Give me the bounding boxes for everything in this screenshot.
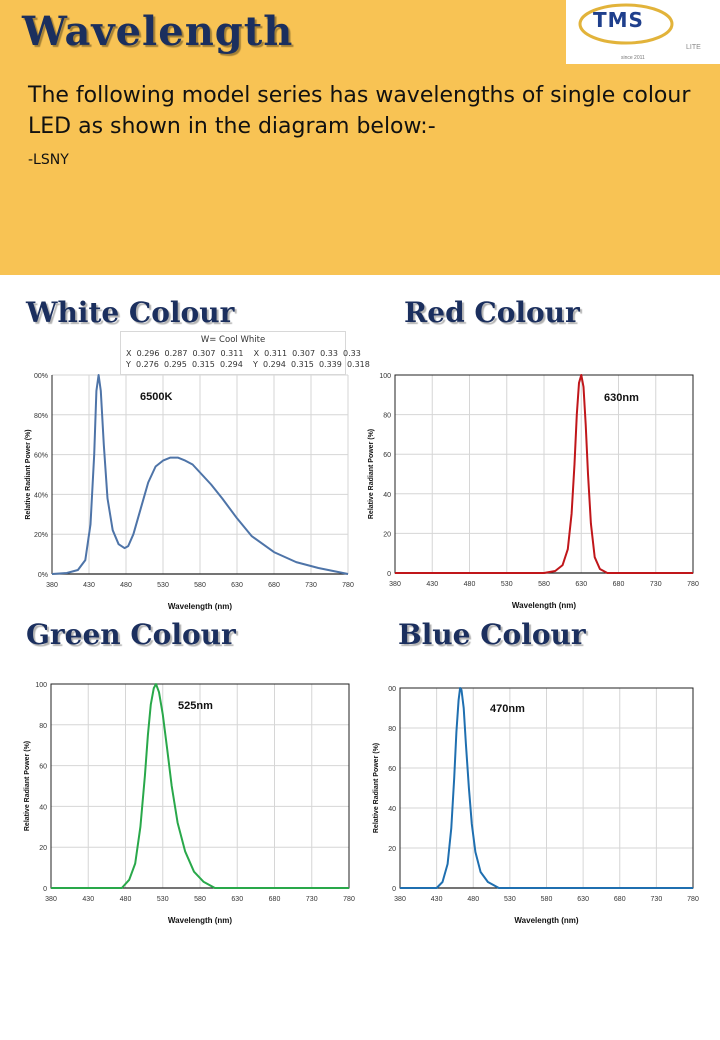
x-tick-label: 730 bbox=[305, 896, 318, 903]
header-banner bbox=[0, 0, 720, 275]
y-axis-label: Relative Radiant Power (%) bbox=[25, 429, 32, 520]
x-tick-label: 680 bbox=[268, 896, 281, 903]
x-tick-label: 630 bbox=[231, 582, 243, 589]
x-tick-label: 480 bbox=[467, 896, 480, 903]
x-axis-label: Wavelength (nm) bbox=[167, 916, 233, 925]
blue-spectrum-chart bbox=[362, 672, 720, 934]
y-tick-label: 100 bbox=[35, 682, 47, 689]
y-tick-label: 00 bbox=[388, 686, 396, 693]
x-tick-label: 780 bbox=[343, 896, 355, 903]
y-tick-label: 0% bbox=[37, 572, 48, 579]
red-colour-title: Red Colour bbox=[404, 296, 580, 329]
y-tick-label: 00% bbox=[33, 373, 48, 380]
y-tick-label: 80 bbox=[39, 722, 47, 730]
green-colour-title: Green Colour bbox=[26, 618, 236, 651]
blue-colour-title: Blue Colour bbox=[398, 618, 586, 651]
x-tick-label: 530 bbox=[500, 581, 513, 588]
x-tick-label: 430 bbox=[83, 582, 95, 589]
logo bbox=[566, 0, 720, 64]
y-tick-label: 0 bbox=[43, 886, 47, 893]
x-tick-label: 630 bbox=[577, 896, 589, 903]
x-tick-label: 680 bbox=[612, 581, 625, 588]
cool-white-legend bbox=[120, 331, 370, 375]
x-tick-label: 430 bbox=[82, 896, 95, 903]
x-tick-label: 780 bbox=[687, 581, 699, 588]
y-axis-label: Relative Radiant Power (%) bbox=[24, 740, 31, 832]
x-tick-label: 730 bbox=[649, 581, 662, 588]
y-tick-label: 40% bbox=[33, 492, 48, 500]
y-tick-label: 20 bbox=[383, 531, 391, 539]
y-tick-label: 40 bbox=[383, 491, 391, 499]
y-tick-label: 20 bbox=[388, 846, 396, 853]
y-tick-label: 0 bbox=[392, 886, 396, 893]
page-title: Wavelength bbox=[22, 8, 294, 55]
y-tick-label: 40 bbox=[388, 806, 396, 813]
x-axis-label: Wavelength (nm) bbox=[167, 602, 233, 611]
x-tick-label: 430 bbox=[430, 896, 443, 903]
x-tick-label: 530 bbox=[156, 896, 169, 903]
x-tick-label: 780 bbox=[342, 582, 354, 589]
red-spectrum-chart bbox=[362, 360, 720, 620]
intro-text: The following model series has wavelengths of single colour LED as shown in the diagram below:- bbox=[28, 83, 691, 139]
x-tick-label: 580 bbox=[194, 582, 206, 589]
logo-subtext: LITE bbox=[686, 44, 701, 51]
white-colour-title: White Colour bbox=[26, 296, 235, 329]
x-tick-label: 780 bbox=[687, 896, 699, 903]
y-tick-label: 20% bbox=[33, 532, 48, 540]
legend-row-x: X 0.296 0.287 0.307 0.311 X 0.311 0.307 0.33 0.33 bbox=[126, 349, 361, 358]
x-tick-label: 380 bbox=[46, 582, 58, 589]
x-axis-label: Wavelength (nm) bbox=[514, 916, 579, 925]
x-tick-label: 630 bbox=[231, 896, 244, 903]
model-series: -LSNY bbox=[28, 152, 69, 168]
x-tick-label: 730 bbox=[650, 896, 663, 903]
x-tick-label: 430 bbox=[426, 581, 439, 588]
y-axis-label: Relative Radiant Power (%) bbox=[368, 428, 375, 520]
y-tick-label: 0 bbox=[387, 571, 391, 578]
y-tick-label: 60 bbox=[388, 766, 396, 773]
peak-annotation: 470nm bbox=[490, 703, 525, 715]
x-tick-label: 480 bbox=[120, 582, 132, 589]
y-tick-label: 60 bbox=[383, 452, 391, 460]
x-tick-label: 480 bbox=[463, 581, 476, 588]
x-tick-label: 480 bbox=[119, 896, 132, 903]
logo-tagline: since 2011 bbox=[621, 55, 645, 61]
y-tick-label: 40 bbox=[39, 804, 47, 812]
x-tick-label: 580 bbox=[194, 896, 206, 903]
x-tick-label: 630 bbox=[575, 581, 588, 588]
x-axis-label: Wavelength (nm) bbox=[511, 601, 577, 610]
legend-row-y: Y 0.276 0.295 0.315 0.294 Y 0.294 0.315 0.339 0.318 bbox=[126, 360, 370, 369]
y-tick-label: 60% bbox=[33, 452, 48, 460]
y-tick-label: 80% bbox=[33, 412, 48, 420]
logo-text: TMS bbox=[593, 8, 644, 32]
x-tick-label: 730 bbox=[305, 582, 317, 589]
x-tick-label: 580 bbox=[538, 581, 550, 588]
white-spectrum-chart bbox=[0, 360, 360, 620]
y-tick-label: 80 bbox=[388, 726, 396, 733]
peak-annotation: 525nm bbox=[178, 700, 213, 712]
y-tick-label: 60 bbox=[39, 763, 47, 771]
x-tick-label: 680 bbox=[268, 582, 280, 589]
x-tick-label: 380 bbox=[394, 896, 406, 903]
x-tick-label: 580 bbox=[540, 896, 553, 903]
y-tick-label: 80 bbox=[383, 412, 391, 420]
y-axis-label: Relative Radiant Power (%) bbox=[373, 742, 380, 834]
y-tick-label: 100 bbox=[379, 373, 391, 380]
peak-annotation: 630nm bbox=[604, 392, 639, 404]
x-tick-label: 680 bbox=[613, 896, 626, 903]
legend-title: W= Cool White bbox=[200, 335, 266, 345]
x-tick-label: 380 bbox=[45, 896, 57, 903]
x-tick-label: 380 bbox=[389, 581, 401, 588]
green-spectrum-chart bbox=[0, 672, 360, 934]
peak-annotation: 6500K bbox=[140, 391, 173, 403]
x-tick-label: 530 bbox=[157, 582, 169, 589]
x-tick-label: 530 bbox=[504, 896, 516, 903]
y-tick-label: 20 bbox=[39, 845, 47, 853]
